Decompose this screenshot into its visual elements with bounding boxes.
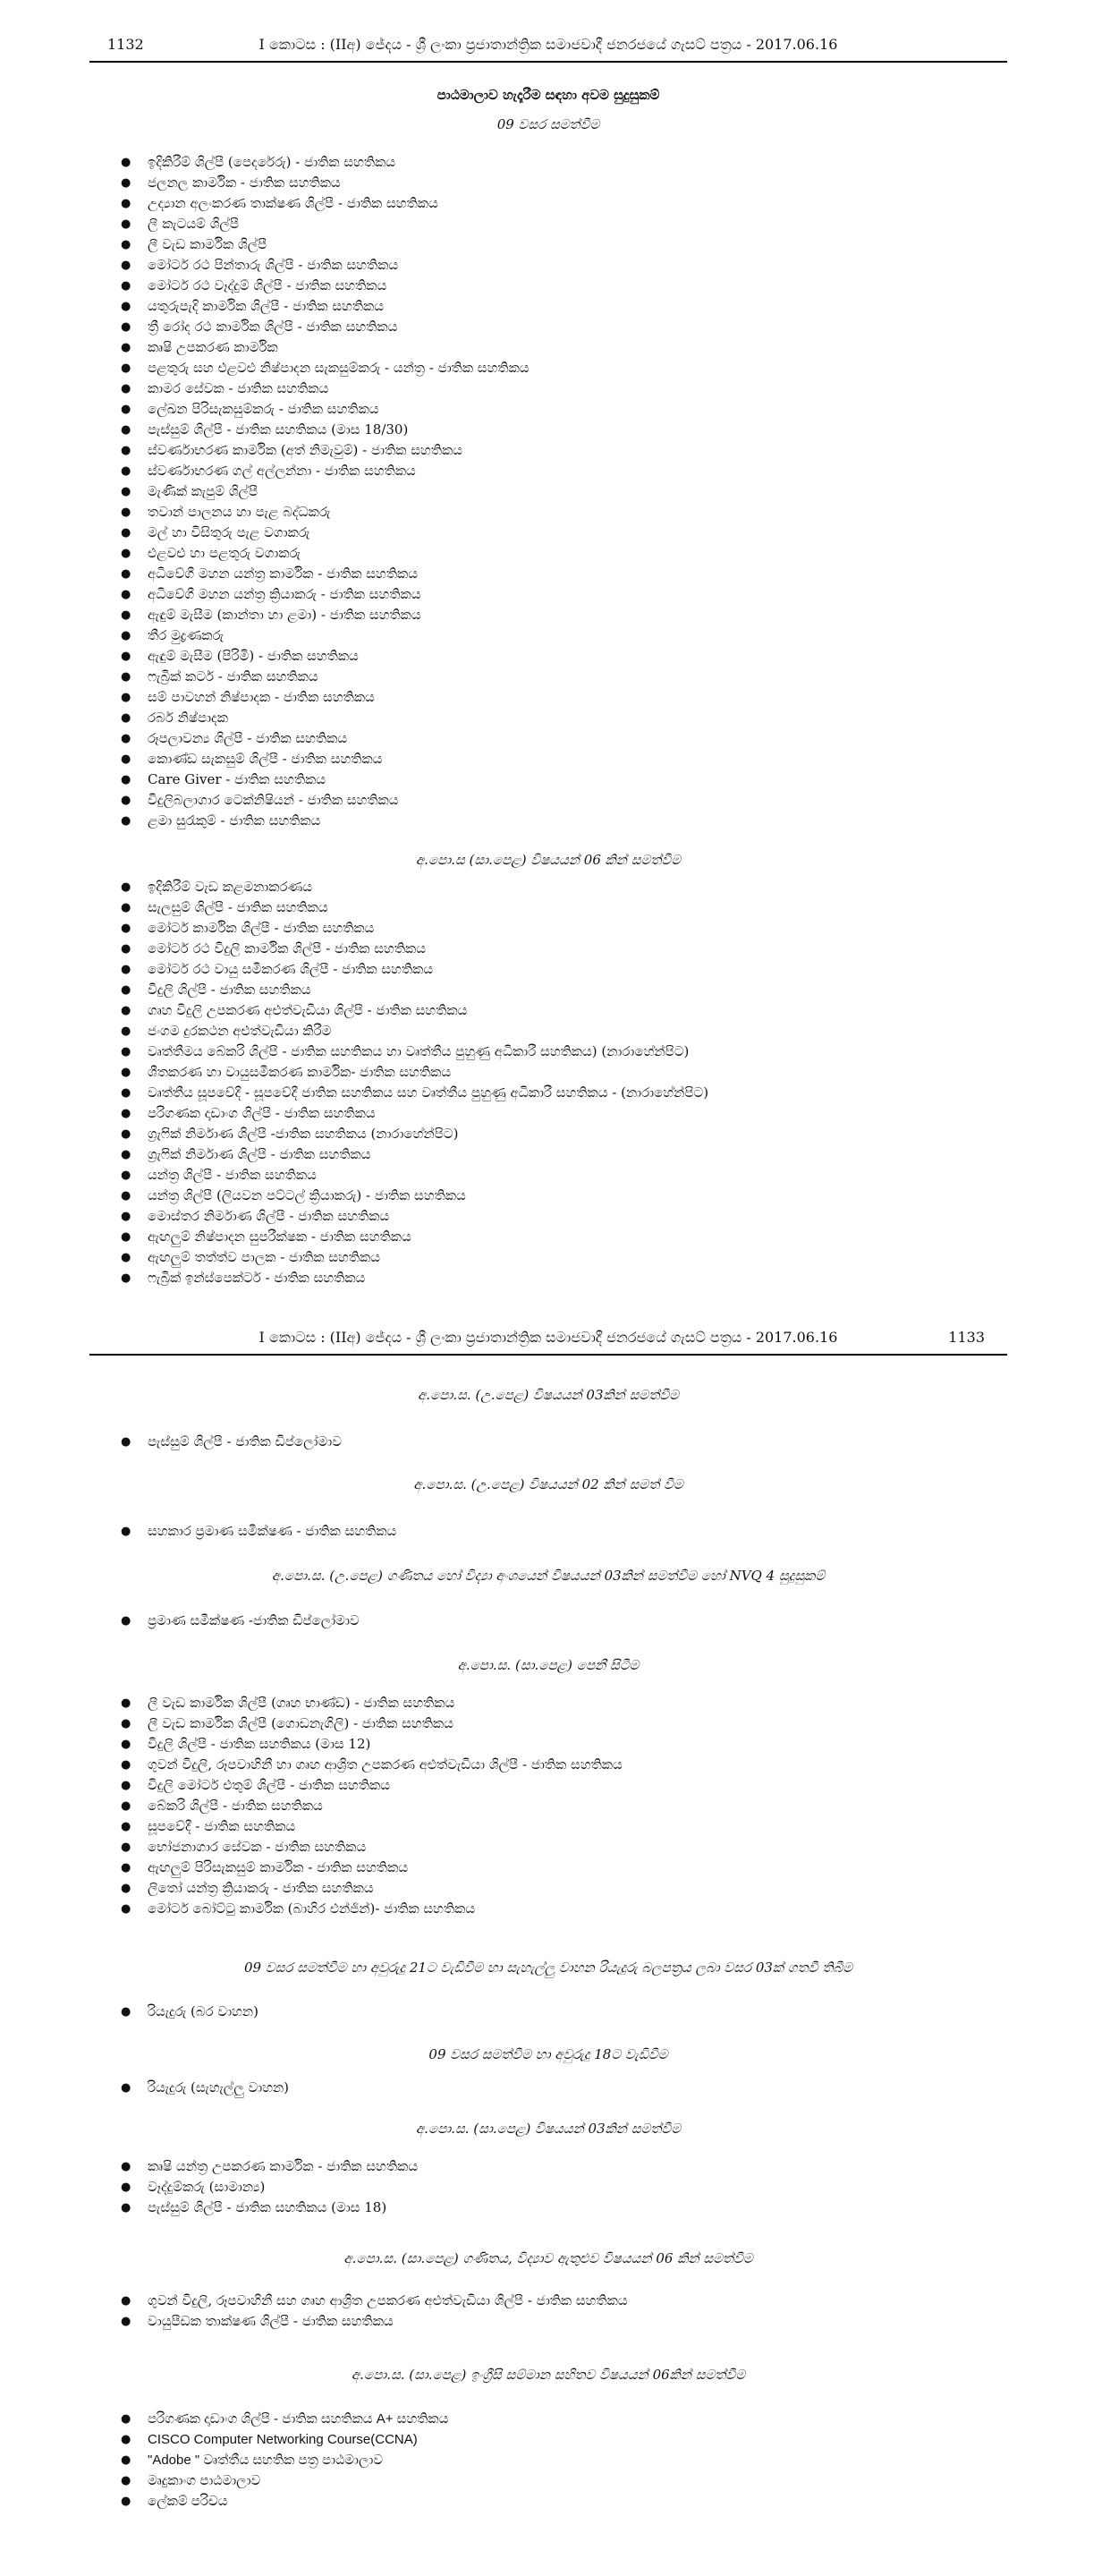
- list-item: ● ස්වර්ණාභරණ ගල් අල්ලන්නා - ජාතික සහතිකය: [121, 461, 530, 481]
- bullet-icon: ●: [121, 629, 131, 642]
- list-item: ● ශීතකරණ හා වායුසමීකරණ කාර්මික- ජාතික සහතිකය: [121, 1062, 708, 1083]
- list-item: ● යන්ත්‍ර ශිල්පී (ලියවන පට්ටල් ක්‍රියාකරු) - ජාතික සහතිකය: [121, 1186, 708, 1206]
- bullet-icon: ●: [121, 608, 131, 622]
- list-item: ● වෑද්දුම්කරු (සාමාන්‍ය): [121, 2177, 418, 2198]
- bullet-icon: ●: [121, 650, 131, 663]
- bullet-icon: ●: [121, 1024, 131, 1038]
- bullet-icon: ●: [121, 2005, 131, 2019]
- section-heading: අ.පො.ස. (සා.පෙළ) විෂයයන් 03කින් සමත්වීම: [415, 2121, 682, 2137]
- list-item: ● කොණ්ඩ සැකසුම් ශිල්පී - ජාතික සහතිකය: [121, 749, 530, 769]
- list-item: ● පැස්සුම් ශිල්පී - ජාතික සහතිකය (මාස 18): [121, 2198, 418, 2218]
- list-item: ● මැණික් කැපුම් ශිල්පී: [121, 481, 530, 502]
- bullet-icon: ●: [121, 691, 131, 704]
- list-item: ● විදුලි මෝටර් එතුම් ශිල්පී - ජාතික සහතිකය: [121, 1775, 623, 1796]
- bullet-icon: ●: [121, 901, 131, 914]
- list-item: ● ජලනල කාර්මික - ජාතික සහතිකය: [121, 173, 530, 193]
- bullet-icon: ●: [121, 963, 131, 976]
- bullet-icon: ●: [121, 814, 131, 828]
- list-item: ● ඉදිකිරීම් වැඩ කළමනාකරණය: [121, 877, 708, 897]
- list-item: ● ඇඟලුම් තත්ත්ව පාලක - ජාතික සහතිකය: [121, 1247, 708, 1268]
- list-item: ● වෘත්තීමය බේකරි ශිල්පී - ජාතික සහතිකය හා වෘත්තීය පුහුණු අධිකාරී සහතිකය) (නාරාහේන්පිට): [121, 1041, 708, 1062]
- item-list: [121, 2409, 448, 2512]
- list-item: ● ගුවන් විදුලි, රූපවාහිනී සහ ගෘහ ආශ්‍රිත උපකරණ අළුත්වැඩියා ශිල්පී - ජාතික සහතිකය: [121, 2291, 628, 2311]
- header-text: I කොටස : (IIඅ) ජේදය - ශ්‍රී ලංකා ප්‍රජාතාන්ත්‍රික සමාජවාදී ජනරජයේ ගැසට් පත්‍රය - 2017.06.16: [258, 1329, 838, 1346]
- bullet-icon: ●: [121, 2453, 131, 2467]
- bullet-icon: ●: [121, 567, 131, 581]
- list-item: ● මොස්තර නිර්මාණ ශිල්පී - ජාතික සහතිකය: [121, 1206, 708, 1227]
- page-header: [89, 1320, 1007, 1356]
- list-item: ● මෝටර් රථ විදුලි කාර්මික ශිල්පී - ජාතික සහතිකය: [121, 939, 708, 959]
- bullet-icon: ●: [121, 2294, 131, 2308]
- list-item: ● ගුවන් විදුලි, රූපවාහිනී හා ගෘහ ආශ්‍රිත උපකරණ අළුත්වැඩියා ශිල්පී - ජාතික සහතිකය: [121, 1755, 623, 1775]
- list-item: ● සහකාර ප්‍රමාණ සමීක්ෂණ - ජාතික සහතිකය: [121, 1521, 396, 1542]
- bullet-icon: ●: [121, 1004, 131, 1017]
- bullet-icon: ●: [121, 279, 131, 293]
- bullet-icon: ●: [121, 922, 131, 935]
- item-list: [121, 2156, 418, 2218]
- bullet-icon: ●: [121, 752, 131, 766]
- list-item: ● සූපවේදී - ජාතික සහතිකය: [121, 1816, 623, 1837]
- bullet-icon: ●: [121, 1614, 131, 1628]
- section-heading: 09 වසර සමත්වීම හා අවුරුදු 18ට වැඩිවීම: [428, 2046, 668, 2062]
- bullet-icon: ●: [121, 382, 131, 395]
- bullet-icon: ●: [121, 942, 131, 956]
- list-item: ● විදුලි ශිල්පී - ජාතික සහතිකය: [121, 980, 708, 1000]
- bullet-icon: ●: [121, 670, 131, 684]
- list-item: ● ඇඳුම් මැසීම (පිරිමි) - ජාතික සහතිකය: [121, 646, 530, 667]
- list-item: ● ලේකම් පරිචය: [121, 2491, 448, 2512]
- list-item: ● ග්‍රැෆික් නිර්මාණ ශිල්පී - ජාතික සහතිකය: [121, 1144, 708, 1165]
- bullet-icon: ●: [121, 1045, 131, 1058]
- bullet-icon: ●: [121, 1086, 131, 1100]
- item-list: [121, 1432, 342, 1452]
- item-list: [121, 877, 708, 1288]
- list-item: ● ස්වර්ණාභරණ කාර්මික (අත් නිමැවුම්) - ජාතික සහතිකය: [121, 440, 530, 461]
- item-list: [121, 1693, 623, 1919]
- bullet-icon: ●: [121, 2160, 131, 2173]
- header-rule: [89, 61, 1007, 63]
- bullet-icon: ●: [121, 1799, 131, 1813]
- list-item: ● CISCO Computer Networking Course(CCNA): [121, 2429, 448, 2450]
- bullet-icon: ●: [121, 197, 131, 210]
- list-item: ● රබර් නිෂ්පාදක: [121, 708, 530, 728]
- list-item: ● මෝටර් රථ පින්තාරු ශිල්පී - ජාතික සහතිකය: [121, 255, 530, 276]
- header-text: I කොටස : (IIඅ) ජේදය - ශ්‍රී ලංකා ප්‍රජාතාන්ත්‍රික සමාජවාදී ජනරජයේ ගැසට් පත්‍රය - 2017.06.16: [258, 36, 838, 53]
- list-item: ● විදුලි ශිල්පී - ජාතික සහතිකය (මාස 12): [121, 1734, 623, 1755]
- section-heading: 09 වසර සමත්වීම හා අවුරුදු 21ට වැඩිවීම හා සැහැල්ලු වාහන රියැදුරු බලපත්‍රය ලබා වසර 03ක් ගතවී තිබීම: [243, 1960, 853, 1976]
- list-item: ● ලී වැඩ කාර්මික ශිල්පී: [121, 234, 530, 255]
- bullet-icon: ●: [121, 773, 131, 786]
- page-header: [89, 27, 1007, 63]
- bullet-icon: ●: [121, 341, 131, 354]
- list-item: ● මෝටර් රථ වෑද්දුම් ශිල්පී - ජාතික සහතිකය: [121, 276, 530, 296]
- list-item: ● පළතුරු සහ එළවළු නිෂ්පාදන සැකසුම්කරු - යන්ත්‍ර - ජාතික සහතිකය: [121, 358, 530, 378]
- bullet-icon: ●: [121, 1758, 131, 1772]
- list-item: ● විදුලිබලාගාර ටෙක්නිෂියන් - ජාතික සහතිකය: [121, 790, 530, 811]
- list-item: ● ඇඟලුම් පිරිසැකසුම් කාර්මික - ජාතික සහතිකය: [121, 1858, 623, 1878]
- list-item: ● ප්‍රමාණ සමීක්ෂණ -ජාතික ඩිප්ලෝමාව: [121, 1611, 360, 1631]
- section-heading: අ.පො.ස. (උ.පෙළ) විෂයයන් 03කින් සමත්වීම: [418, 1387, 679, 1403]
- bullet-icon: ●: [121, 983, 131, 997]
- list-item: ● ගෘහ විදුලි උපකරණ අළුත්වැඩියා ශිල්පී - ජාතික සහතිකය: [121, 1000, 708, 1021]
- bullet-icon: ●: [121, 547, 131, 560]
- list-item: ● යතුරුපැදි කාර්මික ශිල්පී - ජාතික සහතිකය: [121, 296, 530, 317]
- list-item: ● මල් හා විසිතුරු පැළ වගාකරු: [121, 523, 530, 543]
- item-list: [121, 2078, 289, 2098]
- bullet-icon: ●: [121, 2495, 131, 2508]
- section-heading: අ.පො.ස (සා.පෙළ) විෂයයන් 06 කින් සමත්වීම: [415, 852, 682, 868]
- list-item: ● අධිවේගී මහන යන්ත්‍ර ක්‍රියාකරු - ජාතික සහතිකය: [121, 584, 530, 605]
- section-heading: අ.පො.ස. (සා.පෙළ) ගණිතය, විද්‍යාව ඇතුළුව විෂයයන් 06 කින් සමත්වීම: [343, 2250, 753, 2266]
- section-heading: 09 වසර සමත්වීම: [496, 116, 600, 132]
- bullet-icon: ●: [121, 732, 131, 745]
- bullet-icon: ●: [121, 1882, 131, 1895]
- bullet-icon: ●: [121, 2433, 131, 2446]
- list-item: ● ලී වැඩ කාර්මික ශිල්පී (ගොඩනැගිලි) - ජාතික සහතිකය: [121, 1713, 623, 1734]
- bullet-icon: ●: [121, 1148, 131, 1161]
- list-item: ● රූපලාවන්‍ය ශිල්පී - ජාතික සහතිකය: [121, 728, 530, 749]
- bullet-icon: ●: [121, 1779, 131, 1792]
- page-number: 1133: [948, 1329, 985, 1346]
- list-item: ● වායුපීඩක තාක්ෂණ ශිල්පී - ජාතික සහතිකය: [121, 2311, 628, 2332]
- list-item: ● ලේඛන පිරිසැකසුම්කරු - ජාතික සහතිකය: [121, 399, 530, 420]
- list-item: ● පරිගණක දෘඩාංග ශිල්පී - ජාතික සහතිකය: [121, 1103, 708, 1124]
- list-item: ● සැලසුම් ශිල්පී - ජාතික සහතිකය: [121, 897, 708, 918]
- bullet-icon: ●: [121, 361, 131, 375]
- list-item: ● ඇඟලුම් නිෂ්පාදන සුපරීක්ෂක - ජාතික සහතිකය: [121, 1227, 708, 1247]
- bullet-icon: ●: [121, 1861, 131, 1875]
- list-item: ● ලිතෝ යන්ත්‍ර ක්‍රියාකරු - ජාතික සහතිකය: [121, 1878, 623, 1899]
- bullet-icon: ●: [121, 794, 131, 807]
- list-item: ● ලී කැටයම් ශිල්පී: [121, 214, 530, 234]
- bullet-icon: ●: [121, 1820, 131, 1833]
- list-item: ● උද්‍යාන අලංකරණ තාක්ෂණ ශිල්පී - ජාතික සහතිකය: [121, 193, 530, 214]
- bullet-icon: ●: [121, 444, 131, 457]
- list-item: ● භෝජනාගාර සේවක - ජාතික සහතිකය: [121, 1837, 623, 1858]
- bullet-icon: ●: [121, 1107, 131, 1120]
- section-heading: අ.පො.ස. (උ.පෙළ) විෂයයන් 02 කින් සමත් වීම: [413, 1476, 683, 1492]
- bullet-icon: ●: [121, 1902, 131, 1916]
- bullet-icon: ●: [121, 464, 131, 478]
- bullet-icon: ●: [121, 2181, 131, 2194]
- list-item: ● ෆැබ්‍රික් ඉන්ස්පෙක්ටර් - ජාතික සහතිකය: [121, 1268, 708, 1288]
- list-item: ● මෘදුකාංග පාඨමාලාව: [121, 2470, 448, 2491]
- bullet-icon: ●: [121, 238, 131, 251]
- page-number: 1132: [107, 36, 144, 53]
- bullet-icon: ●: [121, 176, 131, 190]
- bullet-icon: ●: [121, 1230, 131, 1244]
- list-item: ● රියැදුරු (බර වාහන): [121, 2002, 258, 2022]
- list-item: ● යන්ත්‍ර ශිල්පී - ජාතික සහතිකය: [121, 1165, 708, 1186]
- bullet-icon: ●: [121, 1066, 131, 1079]
- bullet-icon: ●: [121, 320, 131, 334]
- bullet-icon: ●: [121, 485, 131, 498]
- list-item: ● ලී වැඩ කාර්මික ශිල්පී (ගෘහ භාණ්ඩ) - ජාතික සහතිකය: [121, 1693, 623, 1713]
- bullet-icon: ●: [121, 506, 131, 519]
- bullet-icon: ●: [121, 2081, 131, 2095]
- list-item: ● පැස්සුම් ශිල්පී - ජාතික ඩිප්ලෝමාව: [121, 1432, 342, 1452]
- bullet-icon: ●: [121, 156, 131, 169]
- list-item: ● රියැදුරු (සැහැල්ලු වාහන): [121, 2078, 289, 2098]
- bullet-icon: ●: [121, 1271, 131, 1285]
- header-rule: [89, 1354, 1007, 1356]
- bullet-icon: ●: [121, 259, 131, 272]
- list-item: ● තීර මුද්‍රණකරු: [121, 625, 530, 646]
- list-item: ● පැස්සුම් ශිල්පී - ජාතික සහතිකය (මාස 18/30): [121, 420, 530, 440]
- list-item: ● ත්‍රී රෝද රථ කාර්මික ශිල්පී - ජාතික සහතිකය: [121, 317, 530, 337]
- bullet-icon: ●: [121, 1717, 131, 1730]
- item-list: [121, 1611, 360, 1631]
- bullet-icon: ●: [121, 1841, 131, 1854]
- section-heading: අ.පො.ස. (සා.පෙළ) ඉංග්‍රීසි සම්මාන සහිතව විෂයයන් 06කින් සමත්වීම: [351, 2367, 746, 2383]
- bullet-icon: ●: [121, 1210, 131, 1223]
- list-item: ● ළමා සුරැකුම් - ජාතික සහතිකය: [121, 811, 530, 831]
- page-title: පාඨමාලාව හැදෑරීම සඳහා අවම සුදුසුකම්: [436, 87, 660, 103]
- section-heading: අ.පො.ස. (උ.පෙළ) ගණිතය හෝ විද්‍යා අංශයෙන් විෂයයන් 03කින් සමත්වීම හෝ NVQ 4 සුදුසුකම්: [271, 1568, 826, 1584]
- item-list: [121, 1521, 396, 1542]
- bullet-icon: ●: [121, 300, 131, 313]
- bullet-icon: ●: [121, 2201, 131, 2215]
- bullet-icon: ●: [121, 2412, 131, 2426]
- bullet-icon: ●: [121, 526, 131, 540]
- bullet-icon: ●: [121, 711, 131, 725]
- bullet-icon: ●: [121, 217, 131, 231]
- list-item: ● මෝටර් බෝට්ටු කාර්මික (බාහිර එන්ජින්)- ජාතික සහතිකය: [121, 1899, 623, 1919]
- list-item: ● ඉදිකිරීම් ශිල්පී (පෙදරේරු) - ජාතික සහතිකය: [121, 152, 530, 173]
- bullet-icon: ●: [121, 1696, 131, 1710]
- bullet-icon: ●: [121, 2474, 131, 2487]
- list-item: ● පරිගණක දෘඩාංග ශිල්පී - ජාතික සහතිකය A+ සහතිකය: [121, 2409, 448, 2429]
- bullet-icon: ●: [121, 1738, 131, 1751]
- list-item: ● බේකරි ශිල්පී - ජාතික සහතිකය: [121, 1796, 623, 1816]
- list-item: ● කෘෂි යන්ත්‍ර උපකරණ කාර්මික - ජාතික සහතිකය: [121, 2156, 418, 2177]
- list-item: ● අධිවේගී මහන යන්ත්‍ර කාර්මික - ජාතික සහතිකය: [121, 564, 530, 584]
- bullet-icon: ●: [121, 588, 131, 601]
- item-list: [121, 152, 530, 831]
- list-item: ● මෝටර් කාර්මික ශිල්පී - ජාතික සහතිකය: [121, 918, 708, 939]
- list-item: ● ෆැබ්‍රික් කටර් - ජාතික සහතිකය: [121, 667, 530, 687]
- bullet-icon: ●: [121, 403, 131, 416]
- bullet-icon: ●: [121, 880, 131, 894]
- list-item: ● කෘෂි උපකරණ කාර්මික: [121, 337, 530, 358]
- list-item: ● කාමර සේවක - ජාතික සහතිකය: [121, 378, 530, 399]
- list-item: ● එළවළු හා පළතුරු වගාකරු: [121, 543, 530, 564]
- bullet-icon: ●: [121, 1251, 131, 1264]
- bullet-icon: ●: [121, 2315, 131, 2328]
- list-item: ● වෘත්තීය සූපවේදී - සූපවේදී ජාතික සහතිකය සහ වෘත්තීය පුහුණු අධිකාරී සහතිකය - (නාරාහේන්පිට): [121, 1083, 708, 1103]
- list-item: ● ජංගම දුරකථන අළුත්වැඩියා කිරීම: [121, 1021, 708, 1041]
- list-item: ● "Adobe " වෘත්තීය සහතික පත්‍ර පාඨමාලාව: [121, 2450, 448, 2470]
- list-item: ● ඇඳුම් මැසීම (කාන්තා හා ළමා) - ජාතික සහතිකය: [121, 605, 530, 625]
- gazette-page-1133: [0, 1302, 1110, 2576]
- list-item: ● තවාන් පාලනය හා පැළ බද්ධකරු: [121, 502, 530, 523]
- list-item: ● සම් පාවහන් නිෂ්පාදක - ජාතික සහතිකය: [121, 687, 530, 708]
- bullet-icon: ●: [121, 1435, 131, 1449]
- list-item: ● Care Giver - ජාතික සහතිකය: [121, 769, 530, 790]
- list-item: ● ග්‍රැෆික් නිර්මාණ ශිල්පී -ජාතික සහතිකය (නාරාහේන්පිට): [121, 1124, 708, 1144]
- bullet-icon: ●: [121, 1169, 131, 1182]
- bullet-icon: ●: [121, 1525, 131, 1538]
- bullet-icon: ●: [121, 423, 131, 437]
- item-list: [121, 2002, 258, 2022]
- bullet-icon: ●: [121, 1127, 131, 1141]
- item-list: [121, 2291, 628, 2332]
- section-heading: අ.පො.ස. (සා.පෙළ) පෙනී සිටීම: [457, 1657, 640, 1673]
- list-item: ● මෝටර් රථ වායු සමීකරණ ශිල්පී - ජාතික සහතිකය: [121, 959, 708, 980]
- bullet-icon: ●: [121, 1189, 131, 1203]
